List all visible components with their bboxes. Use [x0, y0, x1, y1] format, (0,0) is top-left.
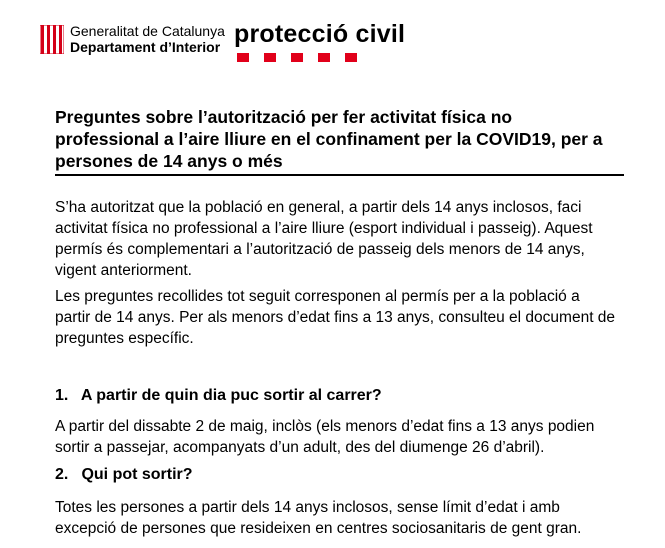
question-heading [55, 465, 193, 485]
org-line-2: Departament d’Interior [70, 39, 221, 55]
question-number: 2. [55, 466, 69, 483]
answer-paragraph: Totes les persones a partir dels 14 anys inclosos, sense límit d’edat i amb excepció de persones que resideixen en centres sociosanitaris de gent gran. [55, 499, 582, 537]
question-text: Qui pot sortir? [81, 466, 193, 483]
intro-paragraph: S’ha autoritzat que la població en general, a partir dels 14 anys inclosos, faci activitat física no professional a l’aire lliure (esport individual i passeig). Aquest permís és complementari a l’autorització de passeig dels menors de 14 anys, vigent anteriorment. [55, 199, 593, 279]
brand-dashes-icon [237, 53, 367, 62]
question-text: A partir de quin dia puc sortir al carrer? [80, 387, 382, 404]
org-line-1: Generalitat de Catalunya [70, 23, 225, 39]
question-heading [55, 386, 382, 406]
service-title: protecció civil [234, 20, 406, 48]
organization-name [70, 23, 225, 55]
document-title: Preguntes sobre l’autorització per fer activitat física no professional a l’aire lliure en el confinament per la COVID19, per a persones de 14 anys o més [55, 107, 603, 171]
intro-paragraph: Les preguntes recollides tot seguit corresponen al permís per a la població a partir de 14 anys. Per als menors d’edat fins a 13 anys, consulteu el document de preguntes específic. [55, 288, 616, 347]
title-divider [55, 174, 624, 176]
question-number: 1. [55, 387, 69, 404]
answer-paragraph: A partir del dissabte 2 de maig, inclòs (els menors d’edat fins a 13 anys podien sortir a passejar, acompanyats d’un adult, des del diumenge 26 d’abril). [55, 418, 595, 456]
generalitat-logo-icon [40, 25, 64, 54]
